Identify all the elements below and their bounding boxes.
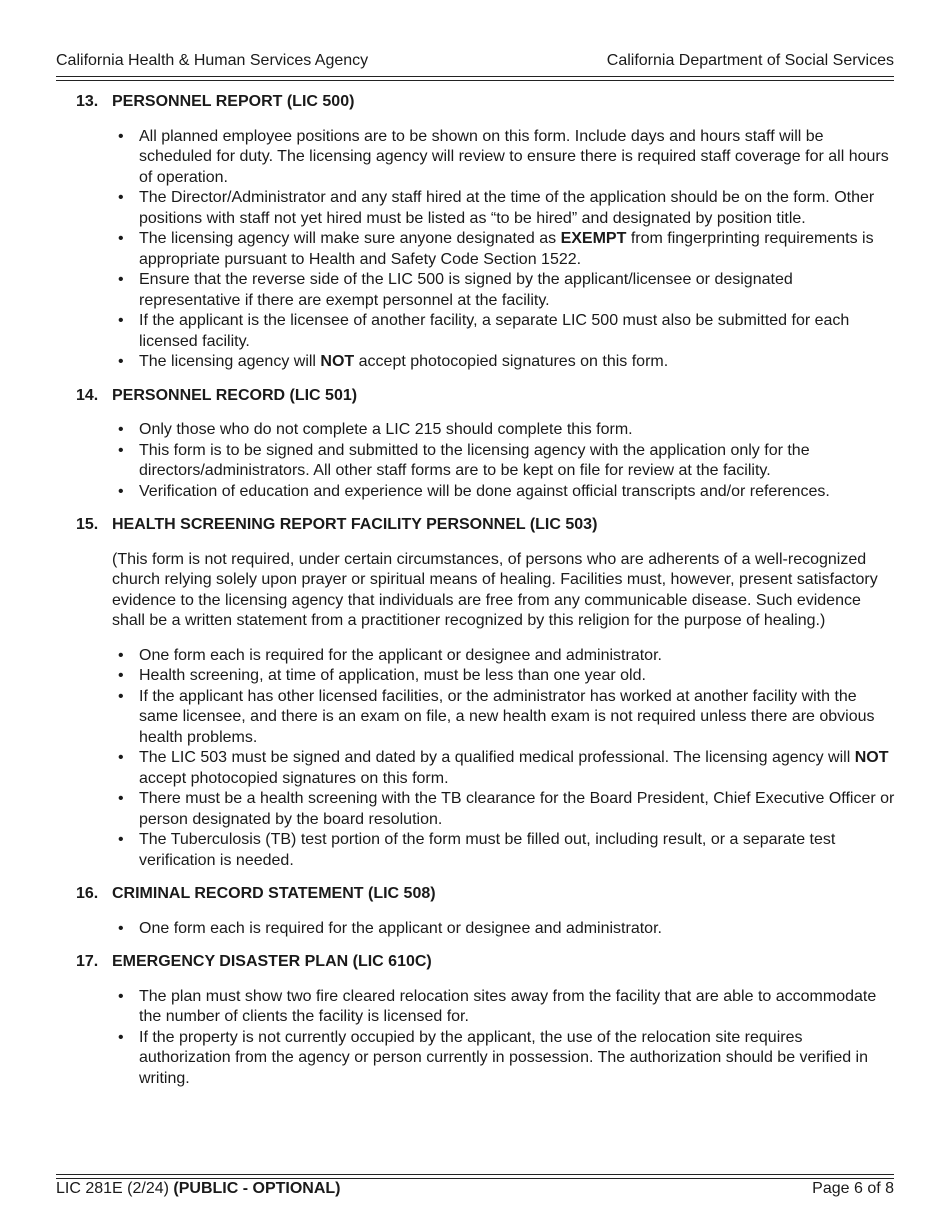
section-number: 16. bbox=[76, 885, 99, 902]
bullet-icon: • bbox=[118, 987, 124, 1005]
list-item bbox=[118, 482, 896, 503]
section-title: EMERGENCY DISASTER PLAN (LIC 610C) bbox=[112, 953, 432, 970]
bullet-icon: • bbox=[118, 667, 124, 684]
list-item bbox=[118, 666, 896, 687]
bullet-text: The licensing agency will make sure anyone designated as bbox=[139, 230, 561, 247]
section-heading bbox=[76, 952, 896, 973]
bullet-icon: • bbox=[118, 353, 124, 370]
agency-name: California Health & Human Services Agency bbox=[56, 52, 369, 69]
section-number: 17. bbox=[76, 953, 99, 970]
bullet-list bbox=[76, 646, 896, 872]
bullet-icon: • bbox=[118, 687, 124, 705]
bullet-text: One form each is required for the applicant or designee and administrator. bbox=[139, 646, 662, 664]
bullet-text: Health screening, at time of application, must be less than one year old. bbox=[139, 667, 646, 684]
list-item bbox=[118, 229, 896, 270]
bullet-text: The LIC 503 must be signed and dated by a qualified medical professional. The licensing agency will bbox=[139, 749, 855, 766]
form-id-line bbox=[56, 1180, 341, 1198]
bullet-icon: • bbox=[118, 831, 124, 848]
bullet-icon: • bbox=[118, 189, 124, 206]
bullet-icon: • bbox=[118, 1028, 124, 1046]
bullet-icon: • bbox=[118, 919, 124, 937]
bullet-icon: • bbox=[118, 646, 124, 664]
list-item bbox=[118, 687, 896, 749]
list-item bbox=[118, 441, 896, 482]
footer-rule bbox=[56, 1174, 894, 1179]
bullet-emphasis: NOT bbox=[854, 749, 889, 766]
bullet-text: There must be a health screening with the TB clearance for the Board President, Chief Executive Officer or person designated by the board resolution. bbox=[139, 790, 895, 828]
bullet-text: If the property is not currently occupied by the applicant, the use of the relocation site requires authorization from the agency or person currently in possession. The authorization should be verified in writing. bbox=[139, 1028, 869, 1087]
page-number: Page 6 of 8 bbox=[812, 1180, 894, 1197]
bullet-icon: • bbox=[118, 127, 124, 145]
list-item bbox=[118, 1028, 896, 1090]
bullet-text: If the applicant is the licensee of another facility, a separate LIC 500 must also be submitted for each licensed facility. bbox=[139, 312, 850, 350]
bullet-icon: • bbox=[118, 421, 124, 438]
section-note: (This form is not required, under certain circumstances, of persons who are adherents of a well-recognized church relying solely upon prayer or spiritual means of healing. Facilities must, however, present satisfactory evidence to the licensing agency that individuals are free from any communicable disease. Such evidence shall be a written statement from a practitioner recognized by this religion for the purpose of healing.) bbox=[112, 550, 878, 629]
section-title: HEALTH SCREENING REPORT FACILITY PERSONNEL (LIC 503) bbox=[112, 516, 598, 533]
list-item bbox=[118, 311, 896, 352]
section-title: CRIMINAL RECORD STATEMENT (LIC 508) bbox=[112, 885, 436, 902]
bullet-text: accept photocopied signatures on this form. bbox=[354, 353, 669, 370]
bullet-text: Verification of education and experience will be done against official transcripts and/or references. bbox=[139, 482, 830, 500]
list-item bbox=[118, 127, 896, 189]
section-title: PERSONNEL REPORT (LIC 500) bbox=[112, 93, 355, 110]
list-item bbox=[118, 748, 896, 789]
section-title: PERSONNEL RECORD (LIC 501) bbox=[112, 386, 358, 404]
section-number: 13. bbox=[76, 93, 99, 110]
bullet-list bbox=[76, 420, 896, 502]
header-rule bbox=[56, 76, 894, 81]
bullet-text: Ensure that the reverse side of the LIC 500 is signed by the applicant/licensee or designated representative if there are exempt personnel at the facility. bbox=[139, 271, 793, 309]
section-heading bbox=[76, 515, 896, 536]
bullet-icon: • bbox=[118, 749, 124, 766]
bullet-emphasis: NOT bbox=[320, 353, 355, 370]
bullet-list bbox=[76, 127, 896, 373]
form-status: (PUBLIC - OPTIONAL) bbox=[173, 1180, 341, 1197]
bullet-text: from fingerprinting requirements is appropriate pursuant to Health and Safety Code Section 1522. bbox=[139, 230, 874, 268]
bullet-icon: • bbox=[118, 790, 124, 807]
bullet-text: One form each is required for the applicant or designee and administrator. bbox=[139, 919, 662, 937]
page-header bbox=[56, 52, 894, 74]
bullet-list bbox=[76, 919, 896, 940]
form-id: LIC 281E (2/24) bbox=[56, 1180, 169, 1197]
bullet-icon: • bbox=[118, 482, 124, 500]
department-name: California Department of Social Services bbox=[606, 52, 894, 69]
bullet-emphasis: EXEMPT bbox=[560, 230, 627, 247]
list-item bbox=[118, 789, 896, 830]
document-body bbox=[76, 92, 896, 1102]
bullet-text: All planned employee positions are to be shown on this form. Include days and hours staff will be scheduled for duty. The licensing agency will review to ensure there is required staff coverage for all hours of operation. bbox=[139, 127, 889, 186]
bullet-text: Only those who do not complete a LIC 215 should complete this form. bbox=[139, 421, 633, 438]
section-number: 15. bbox=[76, 516, 99, 533]
list-item bbox=[118, 830, 896, 871]
bullet-text: accept photocopied signatures on this form. bbox=[139, 769, 449, 787]
section-heading bbox=[76, 386, 896, 407]
list-item bbox=[118, 420, 896, 441]
bullet-text: If the applicant has other licensed facilities, or the administrator has worked at another facility with the same licensee, and there is an exam on file, a new health exam is not required unless there are obvious health problems. bbox=[139, 687, 875, 746]
bullet-icon: • bbox=[118, 441, 124, 459]
list-item bbox=[118, 270, 896, 311]
list-item bbox=[118, 987, 896, 1028]
list-item bbox=[118, 646, 896, 667]
bullet-text: The plan must show two fire cleared relocation sites away from the facility that are able to accommodate the number of clients the facility is licensed for. bbox=[139, 987, 877, 1025]
section-heading bbox=[76, 884, 896, 905]
bullet-text: The licensing agency will bbox=[139, 353, 321, 370]
bullet-icon: • bbox=[118, 230, 124, 247]
list-item bbox=[118, 919, 896, 940]
bullet-list bbox=[76, 987, 896, 1090]
bullet-text: This form is to be signed and submitted to the licensing agency with the application only for the directors/administrators. All other staff forms are to be kept on file for review at the facility. bbox=[139, 441, 810, 479]
list-item bbox=[118, 188, 896, 229]
list-item bbox=[118, 352, 896, 373]
bullet-icon: • bbox=[118, 312, 124, 329]
section-heading bbox=[76, 92, 896, 113]
bullet-text: The Tuberculosis (TB) test portion of the form must be filled out, including result, or a separate test verification is needed. bbox=[139, 831, 836, 869]
bullet-text: The Director/Administrator and any staff hired at the time of the application should be on the form. Other positions with staff not yet hired must be listed as “to be hired” and designated by position title. bbox=[139, 189, 875, 227]
section-number: 14. bbox=[76, 386, 99, 404]
bullet-icon: • bbox=[118, 271, 124, 288]
